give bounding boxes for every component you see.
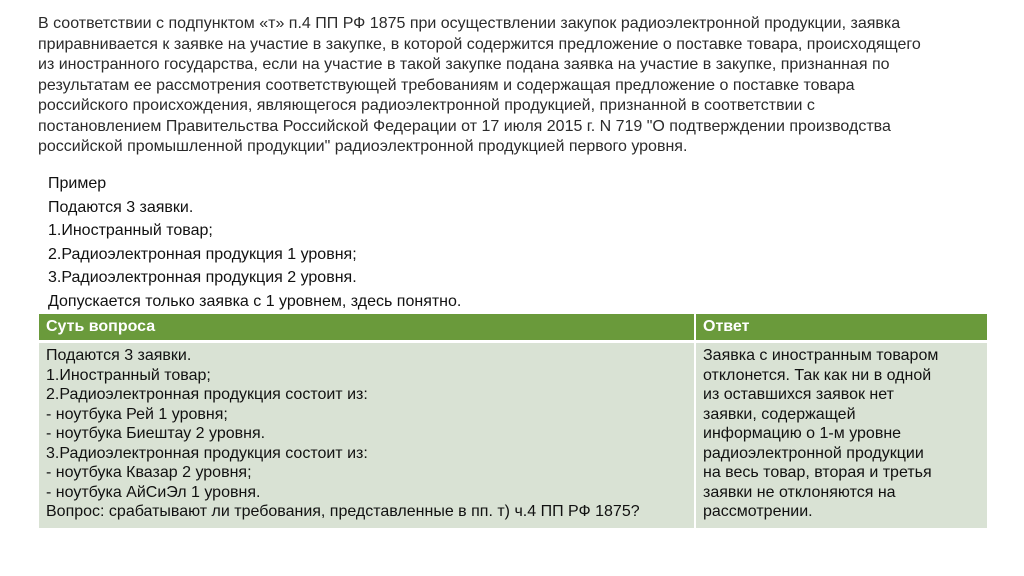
intro-line: из иностранного государства, если на участие в такой закупке подана заявка на участие в закупке, признанная по <box>38 56 890 73</box>
question-line: Подаются 3 заявки. <box>46 347 192 364</box>
example-line: Допускается только заявка с 1 уровнем, здесь понятно. <box>48 292 462 310</box>
question-line: - ноутбука АйСиЭл 1 уровня. <box>46 483 261 501</box>
question-line: 2.Радиоэлектронная продукция состоит из: <box>46 386 368 403</box>
question-line: - ноутбука Рей 1 уровня; <box>46 405 228 423</box>
intro-line: российской промышленной продукции" радиоэлектронной продукцией первого уровня. <box>38 138 688 155</box>
example-heading: Пример <box>48 175 107 192</box>
qa-table <box>37 312 989 530</box>
answer-cell <box>695 342 988 529</box>
answer-line: заявки не отклоняются на <box>703 483 896 501</box>
intro-line: приравнивается к заявке на участие в закупке, в которой содержится предложение о поставке товара, происходящего <box>38 35 921 53</box>
question-line: - ноутбука Биештау 2 уровня. <box>46 425 266 442</box>
example-line: 3.Радиоэлектронная продукция 2 уровня. <box>48 269 357 286</box>
intro-line: результатам ее рассмотрения соответствующей требованиям и содержащая предложение о поставке товара <box>38 76 855 94</box>
intro-line: В соответствии с подпунктом «т» п.4 ПП РФ 1875 при осуществлении закупок радиоэлектронной продукции, заявка <box>38 15 901 32</box>
question-line: - ноутбука Квазар 2 уровня; <box>46 464 252 481</box>
header-answer: Ответ <box>695 313 988 342</box>
question-line: 1.Иностранный товар; <box>46 366 211 384</box>
example-block <box>48 172 948 313</box>
table-row <box>38 342 988 529</box>
answer-line: Заявка с иностранным товаром <box>703 347 939 364</box>
answer-line: информацию о 1-м уровне <box>703 425 902 442</box>
question-line: 3.Радиоэлектронная продукция состоит из: <box>46 444 368 462</box>
answer-line: отклонется. Так как ни в одной <box>703 366 932 384</box>
intro-line: российского происхождения, являющегося радиоэлектронной продукцией, признанной в соответствии с <box>38 97 815 114</box>
answer-line: рассмотрении. <box>703 503 813 520</box>
intro-paragraph <box>38 14 998 158</box>
question-cell <box>38 342 695 529</box>
answer-line: радиоэлектронной продукции <box>703 444 924 462</box>
example-line: Подаются 3 заявки. <box>48 198 194 216</box>
answer-line: заявки, содержащей <box>703 405 856 423</box>
example-line: 1.Иностранный товар; <box>48 222 213 239</box>
question-line: Вопрос: срабатывают ли требования, представленные в пп. т) ч.4 ПП РФ 1875? <box>46 503 640 520</box>
header-question: Суть вопроса <box>38 313 695 342</box>
table-header-row <box>38 313 988 342</box>
example-line: 2.Радиоэлектронная продукция 1 уровня; <box>48 245 357 263</box>
intro-line: постановлением Правительства Российской Федерации от 17 июля 2015 г. N 719 "О подтверждении производства <box>38 117 891 135</box>
answer-line: из оставшихся заявок нет <box>703 386 894 403</box>
answer-line: на весь товар, вторая и третья <box>703 464 932 481</box>
